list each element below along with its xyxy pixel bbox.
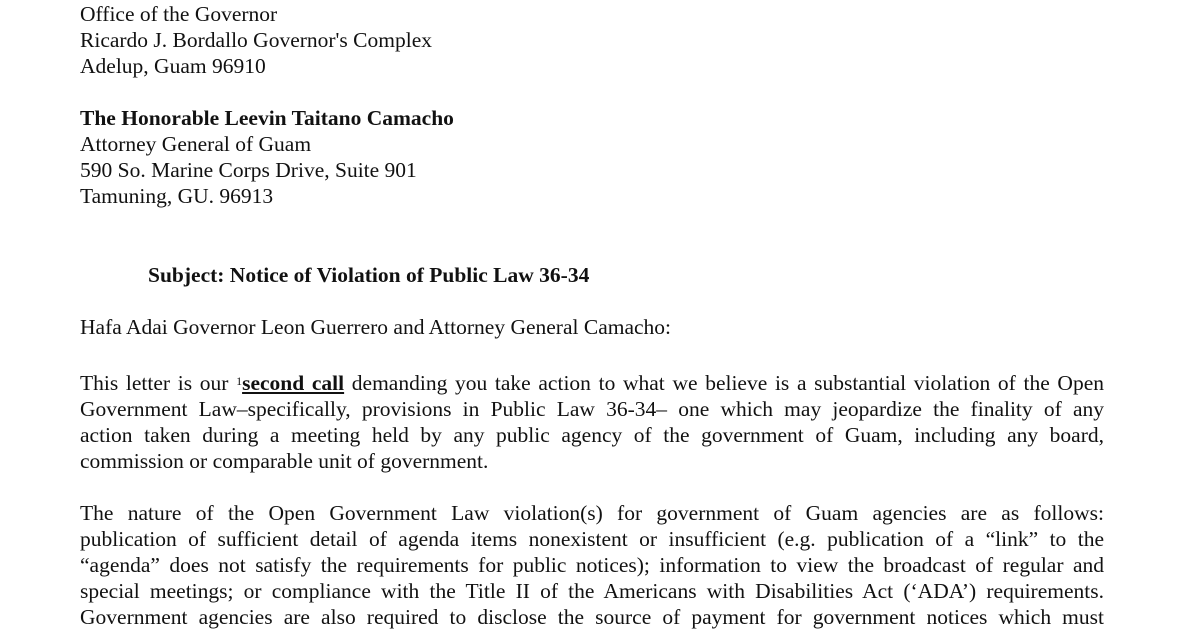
paragraph-1-line-1 bbox=[80, 370, 1104, 396]
sender-office: Office of the Governor bbox=[80, 2, 278, 26]
paragraph-2-line-4: special meetings; or compliance with the Title II of the Americans with Disabilities Act (‘ADA’) requirements. bbox=[80, 579, 1104, 603]
recipient-address-line1: 590 So. Marine Corps Drive, Suite 901 bbox=[80, 158, 417, 182]
paragraph-2 bbox=[80, 500, 1104, 630]
paragraph-1-line-2: Government Law–specifically, provisions in Public Law 36-34– one which may jeopardize the finality of any bbox=[80, 397, 1104, 421]
paragraph-2-line-1: The nature of the Open Government Law violation(s) for government of Guam agencies are as follows: bbox=[80, 501, 1104, 525]
recipient-name: The Honorable Leevin Taitano Camacho bbox=[80, 106, 454, 130]
paragraph-1-line-4: commission or comparable unit of government. bbox=[80, 449, 489, 473]
paragraph-1-suffix: demanding you take action to what we believe is a substantial violation of the Open bbox=[344, 371, 1104, 395]
second-call-emphasis: second call bbox=[242, 371, 345, 395]
paragraph-1 bbox=[80, 370, 1104, 474]
sender-address-line2: Adelup, Guam 96910 bbox=[80, 54, 266, 78]
paragraph-2-line-3: “agenda” does not satisfy the requirements for public notices); information to view the broadcast of regular and bbox=[80, 553, 1104, 577]
footnote-marker: 1 bbox=[236, 374, 243, 388]
salutation: Hafa Adai Governor Leon Guerrero and Attorney General Camacho: bbox=[80, 315, 672, 339]
paragraph-1-prefix: This letter is our bbox=[80, 371, 237, 395]
paragraph-2-line-2: publication of sufficient detail of agenda items nonexistent or insufficient (e.g. publication of a “link” to the bbox=[80, 527, 1104, 551]
sender-address-line1: Ricardo J. Bordallo Governor's Complex bbox=[80, 28, 432, 52]
recipient-address-line2: Tamuning, GU. 96913 bbox=[80, 184, 274, 208]
recipient-title: Attorney General of Guam bbox=[80, 132, 312, 156]
paragraph-1-line-3: action taken during a meeting held by any public agency of the government of Guam, including any board, bbox=[80, 423, 1104, 447]
paragraph-2-line-5: Government agencies are also required to disclose the source of payment for government notices which must bbox=[80, 605, 1104, 629]
subject-line: Subject: Notice of Violation of Public Law 36-34 bbox=[148, 263, 590, 287]
